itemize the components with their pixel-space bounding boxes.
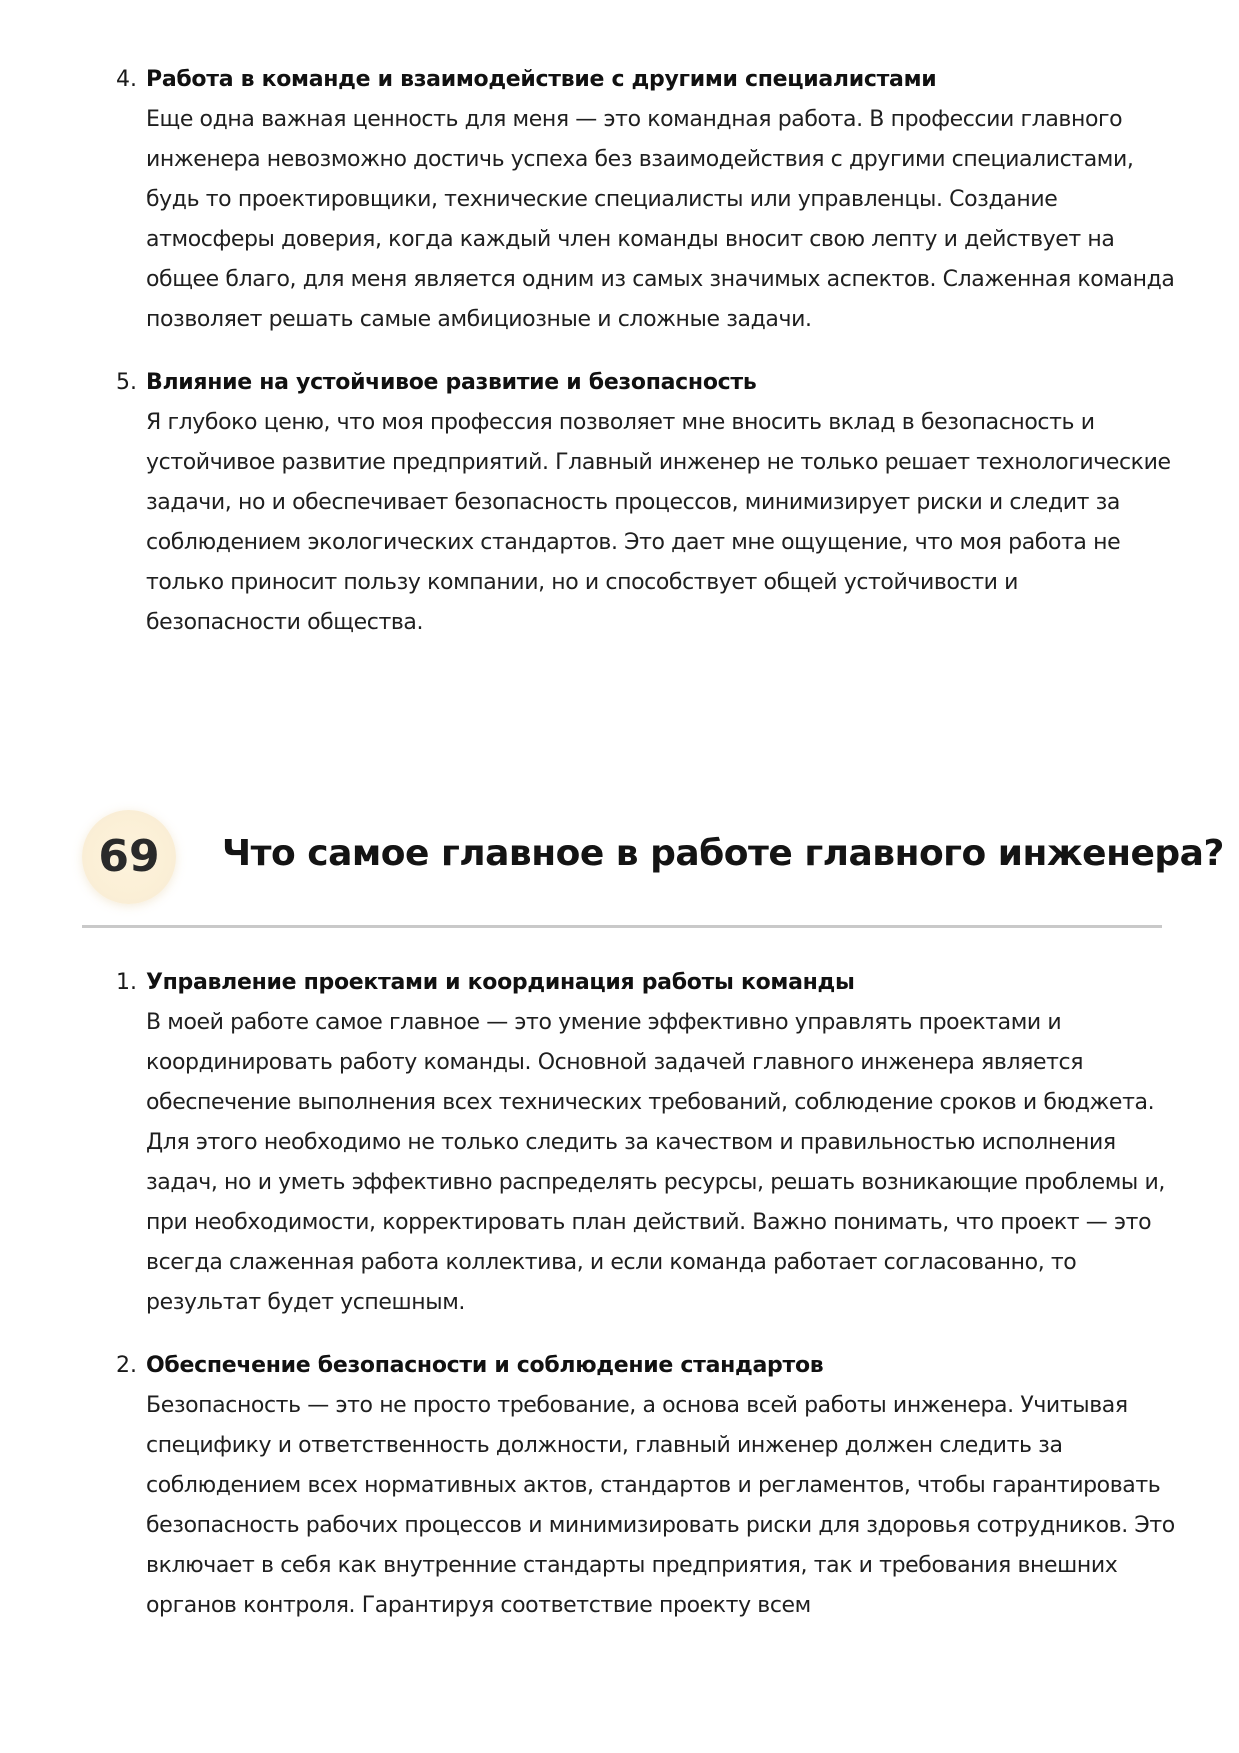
section-divider xyxy=(82,925,1162,928)
list-item-body: В моей работе самое главное — это умение эффективно управлять проектами и координировать работу команды. Основной задачей главного инженера является обеспечение выполнения всех технических требований, соблюдение сроков и бюджета. Для этого необходимо не только следить за качеством и правильностью исполнения задач, но и уметь эффективно распределять ресурсы, решать возникающие проблемы и, при необходимости, корректировать план действий. Важно понимать, что проект — это всегда слаженная работа коллектива, и если команда работает согласованно, то результат будет успешным. xyxy=(146,1010,1165,1315)
list-item xyxy=(0,363,1239,643)
list-item-number: 1. xyxy=(116,970,137,995)
list-item-number: 2. xyxy=(116,1353,137,1378)
section-number: 69 xyxy=(98,831,160,882)
numbered-list-bottom xyxy=(0,963,1239,1626)
list-item xyxy=(0,1346,1239,1626)
list-item xyxy=(0,963,1239,1323)
list-item-number: 5. xyxy=(116,370,137,395)
numbered-list-top xyxy=(0,60,1239,643)
list-item-body: Я глубоко ценю, что моя профессия позволяет мне вносить вклад в безопасность и устойчивое развитие предприятий. Главный инженер не только решает технологические задачи, но и обеспечивает безопасность процессов, минимизирует риски и следит за соблюдением экологических стандартов. Это дает мне ощущение, что моя работа не только приносит пользу компании, но и способствует общей устойчивости и безопасности общества. xyxy=(146,410,1171,635)
section-title: Что самое главное в работе главного инженера? xyxy=(222,833,1224,874)
list-item-body: Безопасность — это не просто требование, а основа всей работы инженера. Учитывая специфику и ответственность должности, главный инженер должен следить за соблюдением всех нормативных актов, стандартов и регламентов, чтобы гарантировать безопасность рабочих процессов и минимизировать риски для здоровья сотрудников. Это включает в себя как внутренние стандарты предприятия, так и требования внешних органов контроля. Гарантируя соответствие проекту всем xyxy=(146,1393,1175,1618)
list-item-body: Еще одна важная ценность для меня — это командная работа. В профессии главного инженера невозможно достичь успеха без взаимодействия с другими специалистами, будь то проектировщики, технические специалисты или управленцы. Создание атмосферы доверия, когда каждый член команды вносит свою лепту и действует на общее благо, для меня является одним из самых значимых аспектов. Слаженная команда позволяет решать самые амбициозные и сложные задачи. xyxy=(146,107,1175,332)
list-item-title: Управление проектами и координация работы команды xyxy=(146,970,855,995)
list-item-title: Работа в команде и взаимодействие с другими специалистами xyxy=(146,67,937,92)
list-item xyxy=(0,60,1239,340)
list-item-title: Влияние на устойчивое развитие и безопасность xyxy=(146,370,757,395)
section-number-badge xyxy=(82,810,176,904)
list-item-title: Обеспечение безопасности и соблюдение стандартов xyxy=(146,1353,824,1378)
section-heading xyxy=(82,810,1224,928)
list-item-number: 4. xyxy=(116,67,137,92)
